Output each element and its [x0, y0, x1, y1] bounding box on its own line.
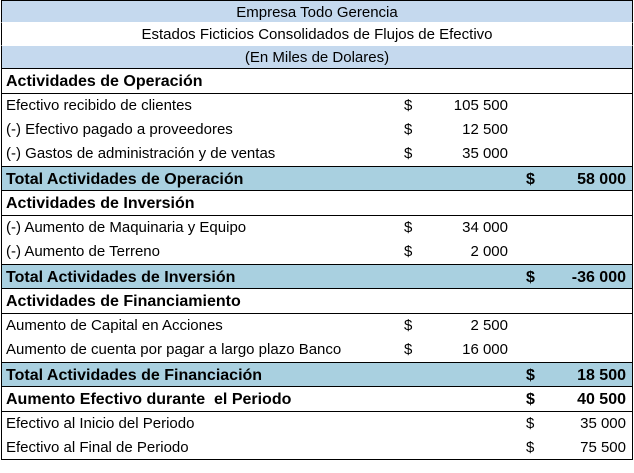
- line-item: [1, 216, 633, 240]
- line-item-amount: 2 500: [470, 317, 508, 334]
- line-item: [1, 142, 633, 166]
- line-item: [1, 240, 633, 264]
- beginning-cash-row: [1, 412, 633, 436]
- line-item-label: (-) Aumento de Terreno: [6, 243, 160, 260]
- currency-symbol: $: [526, 391, 535, 408]
- ending-cash-label: Efectivo al Final de Periodo: [6, 439, 189, 456]
- total-amount: -36 000: [571, 269, 626, 286]
- line-item-amount: 2 000: [470, 243, 508, 260]
- total-amount: 18 500: [577, 367, 626, 384]
- line-item-label: (-) Gastos de administración y de ventas: [6, 145, 276, 162]
- total-amount: 58 000: [577, 171, 626, 188]
- line-item-label: Efectivo recibido de clientes: [6, 97, 192, 114]
- currency-symbol: $: [404, 145, 413, 162]
- line-item-amount: 105 500: [453, 97, 508, 114]
- line-item-amount: 34 000: [462, 219, 508, 236]
- ending-cash-row: [1, 436, 633, 460]
- currency-symbol: $: [526, 367, 535, 384]
- currency-symbol: $: [404, 243, 413, 260]
- total-label: Total Actividades de Operación: [6, 171, 244, 188]
- company-name: Empresa Todo Gerencia: [1, 0, 633, 23]
- line-item-label: Aumento de cuenta por pagar a largo plazo Banco: [6, 341, 342, 358]
- ending-cash-amount: 75 500: [580, 439, 626, 456]
- line-item: [1, 338, 633, 362]
- currency-symbol: $: [404, 317, 413, 334]
- net-increase-row: [1, 387, 633, 412]
- statement-title: Estados Ficticios Consolidados de Flujos de Efectivo: [1, 23, 633, 46]
- currency-symbol: $: [404, 219, 413, 236]
- cash-flow-statement: [1, 0, 633, 460]
- net-increase-amount: 40 500: [577, 391, 626, 408]
- line-item: [1, 314, 633, 338]
- line-item: [1, 118, 633, 142]
- total-label: Total Actividades de Inversión: [6, 269, 236, 286]
- total-row-financiamiento: [1, 362, 633, 387]
- currency-symbol: $: [526, 269, 535, 286]
- total-label: Total Actividades de Financiación: [6, 367, 263, 384]
- line-item-label: Aumento de Capital en Acciones: [6, 317, 223, 334]
- currency-symbol: $: [404, 341, 413, 358]
- statement-units: (En Miles de Dolares): [1, 46, 633, 69]
- beginning-cash-label: Efectivo al Inicio del Periodo: [6, 415, 195, 432]
- currency-symbol: $: [404, 97, 413, 114]
- line-item-amount: 16 000: [462, 341, 508, 358]
- beginning-cash-amount: 35 000: [580, 415, 626, 432]
- currency-symbol: $: [526, 415, 535, 432]
- section-title-inversion: Actividades de Inversión: [1, 191, 633, 216]
- total-row-operacion: [1, 166, 633, 191]
- line-item-amount: 35 000: [462, 145, 508, 162]
- line-item-label: (-) Aumento de Maquinaria y Equipo: [6, 219, 247, 236]
- line-item-amount: 12 500: [462, 121, 508, 138]
- currency-symbol: $: [526, 171, 535, 188]
- total-row-inversion: [1, 264, 633, 289]
- line-item-label: (-) Efectivo pagado a proveedores: [6, 121, 233, 138]
- currency-symbol: $: [526, 439, 535, 456]
- currency-symbol: $: [404, 121, 413, 138]
- line-item: [1, 94, 633, 118]
- net-increase-label: Aumento Efectivo durante el Periodo: [6, 391, 292, 408]
- section-title-operacion: Actividades de Operación: [1, 69, 633, 94]
- section-title-financiamiento: Actividades de Financiamiento: [1, 289, 633, 314]
